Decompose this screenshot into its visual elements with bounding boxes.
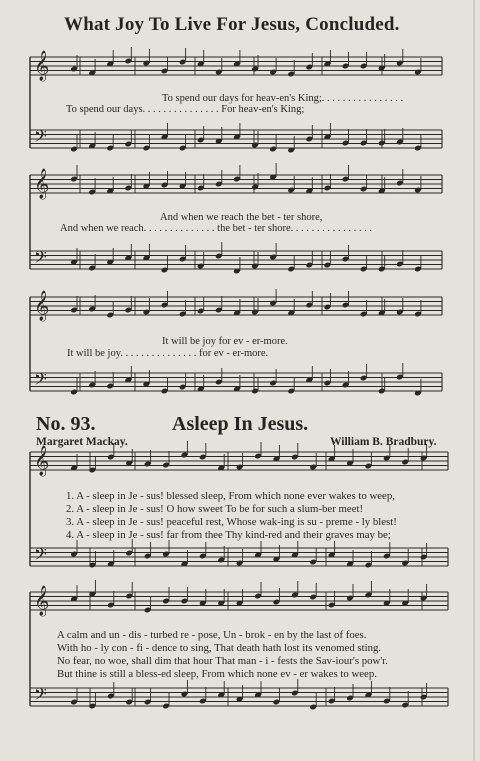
lyric-s1-treble: To spend our days for heav-en's King;. . . . . . . . . . . . . . . . — [162, 93, 404, 104]
verse-4-line-2: But thine is still a bless-ed sleep, From which none ev - er wakes to weep. — [57, 668, 377, 680]
song1-system-1-bass-clef: 𝄢 — [34, 126, 47, 150]
lyric-s2-bass: And when we reach. . . . . . . . . . . . . . the bet - ter shore. . . . . . . . . . . . . . . . — [60, 223, 373, 234]
lyric-s2-treble: And when we reach the bet - ter shore, — [160, 212, 323, 223]
song1-system-3-bass-clef: 𝄢 — [34, 369, 47, 393]
song2-system-2-treble-clef: 𝄞 — [34, 586, 50, 616]
song2-system-2-bass-clef: 𝄢 — [34, 684, 47, 708]
song1-system-2-treble-clef: 𝄞 — [34, 169, 50, 199]
lyricist: Margaret Mackay. — [36, 436, 128, 448]
composer: William B. Bradbury. — [330, 436, 437, 448]
lyric-s1-bass: To spend our days. . . . . . . . . . . . . . . For heav-en's King; — [66, 104, 305, 115]
verse-3-line-2: No fear, no woe, shall dim that hour That man - i - fests the Sav-iour's pow'r. — [57, 655, 388, 667]
verse-2-line-1: 2. A - sleep in Je - sus! O how sweet To be for such a slum-ber meet! — [66, 503, 364, 515]
lyric-s3-treble: It will be joy for ev - er-more. — [162, 336, 288, 347]
song1-system-2-bass-clef: 𝄢 — [34, 247, 47, 271]
song-title-concluded: What Joy To Live For Jesus, Concluded. — [64, 14, 400, 35]
song1-system-1-treble-clef: 𝄞 — [34, 51, 50, 81]
song1-system-3-treble-clef: 𝄞 — [34, 291, 50, 321]
verse-4-line-1: 4. A - sleep in Je - sus! far from thee Thy kind-red and their graves may be; — [66, 529, 391, 541]
hymn-title: Asleep In Jesus. — [172, 413, 309, 435]
hymn-number: No. 93. — [36, 413, 96, 435]
verse-3-line-1: 3. A - sleep in Je - sus! peaceful rest, Whose wak-ing is su - preme - ly blest! — [66, 516, 397, 528]
verse-1-line-1: 1. A - sleep in Je - sus! blessed sleep, From which none ever wakes to weep, — [66, 490, 395, 502]
song2-system-1-bass-clef: 𝄢 — [34, 544, 47, 568]
lyric-s3-bass: It will be joy. . . . . . . . . . . . . . . for ev - er-more. — [67, 348, 269, 359]
song2-system-1-treble-clef: 𝄞 — [34, 446, 50, 476]
verse-2-line-2: With ho - ly con - fi - dence to sing, That death hath lost its venomed sting. — [57, 642, 382, 654]
verse-1-line-2: A calm and un - dis - turbed re - pose, Un - brok - en by the last of foes. — [57, 629, 367, 641]
